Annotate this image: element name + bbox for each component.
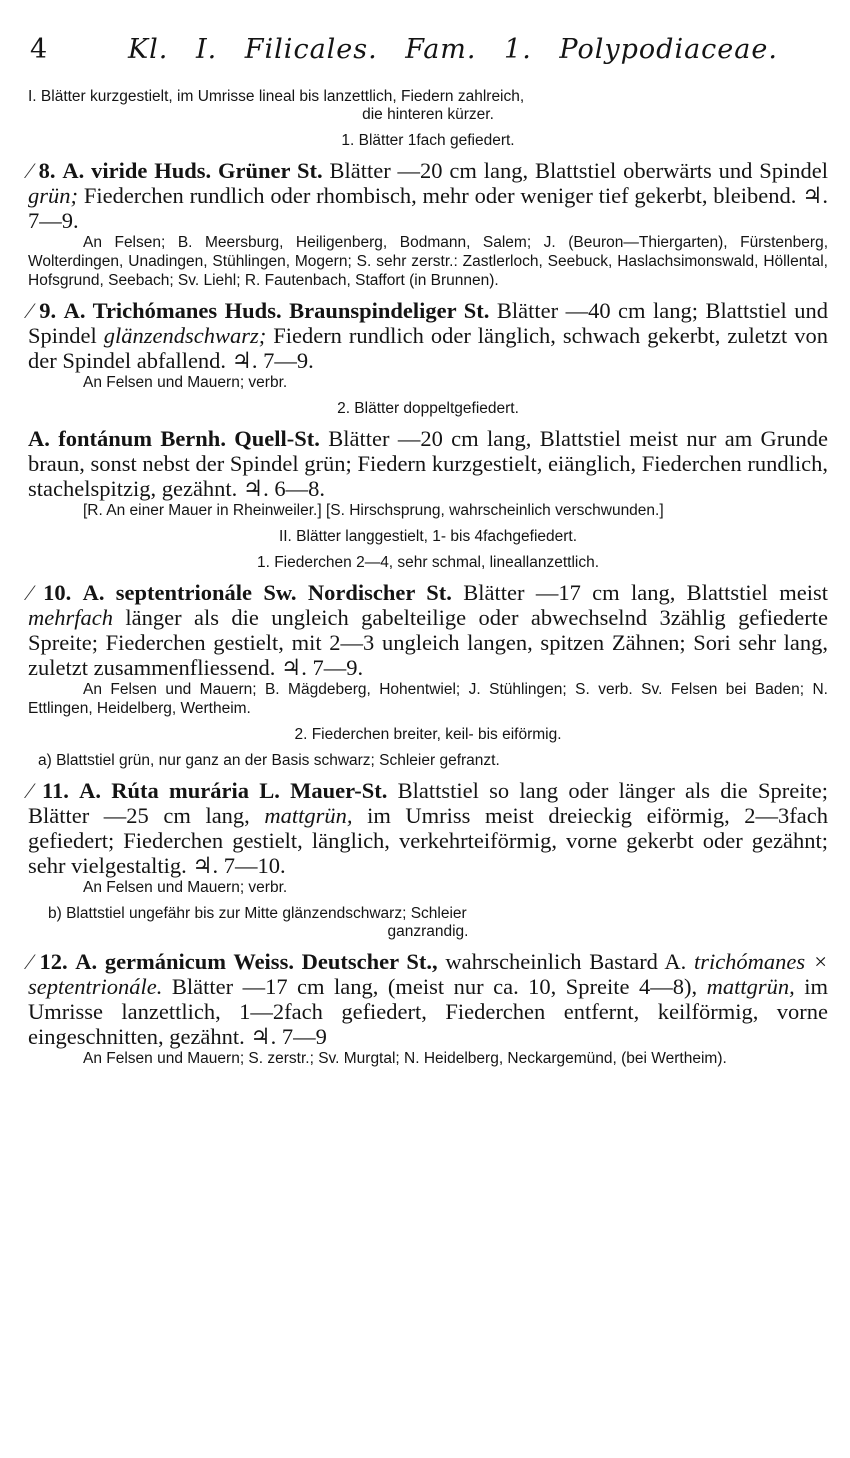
key-a: a) Blattstiel grün, nur ganz an der Basis schwarz; Schleier gefranzt. <box>38 752 500 769</box>
locality-text: An Felsen und Mauern; B. Mägdeberg, Hohentwiel; J. Stühlingen; S. verb. Sv. Felsen bei Baden; N. Ettlingen, Heidelberg, Wertheim. <box>28 681 828 717</box>
key-II: II. Blätter langgestielt, 1- bis 4fachgefiedert. <box>278 528 578 545</box>
page <box>28 28 828 1068</box>
common-name: Mauer-St. <box>290 778 388 803</box>
common-name: Grüner St. <box>218 158 323 183</box>
description-italic: trichómanes × septentrionále. <box>28 949 829 999</box>
locality-text: An Felsen und Mauern; verbr. <box>83 374 288 391</box>
key-II-2: 2. Fiederchen breiter, keil- bis eiförmig. <box>294 726 562 743</box>
description: im Umriss meist dreieckig eiförmig, 2—3fach gefiedert; Fiederchen gestielt, länglich, verkehrteiförmig, vorne gekerbt oder gezähnt; sehr vielgestaltig. ♃. 7—10. <box>28 803 829 878</box>
locality-text: An Felsen und Mauern; S. zerstr.; Sv. Murgtal; N. Heidelberg, Neckargemünd, (bei Wertheim). <box>83 1050 727 1067</box>
check-mark-icon: ⁄ <box>28 158 32 183</box>
species-fontanum-entry <box>28 426 828 501</box>
species-9-entry <box>28 298 828 373</box>
check-mark-icon: ⁄ <box>28 298 32 323</box>
locality-text: An Felsen; B. Meersburg, Heiligenberg, Bodmann, Salem; J. (Beuron—Thiergarten), Fürstenberg, Wolterdingen, Unadingen, Stühlingen, Mogern; S. sehr zerstr.: Zastlerloch, Seebuck, Haslachsimonswald, Höllental, Hofsgrund, Seebach; Sv. Liehl; R. Fautenbach, Staffort (in Brunnen). <box>28 234 828 289</box>
key-II-1: 1. Fiederchen 2—4, sehr schmal, lineallanzettlich. <box>256 554 600 571</box>
species-12-entry <box>28 949 828 1049</box>
description: wahrscheinlich Bastard A. <box>445 949 687 974</box>
description: Blätter —17 cm lang, (meist nur ca. 10, Spreite 4—8), <box>171 974 698 999</box>
species-10-localities <box>28 680 828 718</box>
species-fontanum-localities <box>28 501 828 520</box>
common-name: Braunspindeliger St. <box>289 298 490 323</box>
description: Blätter —40 cm lang; Blattstiel und Spindel <box>28 298 829 348</box>
description: Blätter —17 cm lang, Blattstiel meist <box>463 580 829 605</box>
species-name: A. fontánum Bernh. <box>28 426 226 451</box>
description-italic: glänzendschwarz; <box>103 323 267 348</box>
description: im Umrisse lanzettlich, 1—2fach gefiedert, Fiederchen entfernt, keilförmig, vorne eingeschnitten, gezähnt. ♃. 7—9 <box>28 974 829 1049</box>
species-number: 12. <box>39 949 68 974</box>
description: Blattstiel so lang oder länger als die Spreite; Blätter —25 cm lang, <box>28 778 829 828</box>
locality-text: An Felsen und Mauern; verbr. <box>83 879 288 896</box>
species-11-entry <box>28 778 828 878</box>
key-I-2: 2. Blätter doppeltgefiedert. <box>337 400 519 417</box>
page-number: 4 <box>30 34 48 65</box>
species-number: 10. <box>43 580 72 605</box>
species-11-localities <box>28 878 828 897</box>
description: länger als die ungleich gabelteilige oder abwechselnd 3zählig gefiederte Spreite; Fiederchen gestielt, mit 2—3 ungleich langen, spitzen Zähnen; Sori sehr lang, zuletzt zusammenfliessend. ♃. 7—9. <box>28 605 829 680</box>
description-italic: mehrfach <box>28 605 113 630</box>
running-title: Kl. I. Filicales. Fam. 1. Polypodiaceae. <box>128 34 778 65</box>
key-I-1: 1. Blätter 1fach gefiedert. <box>341 132 515 149</box>
description-italic: mattgrün, <box>706 974 795 999</box>
species-number: 11. <box>42 778 69 803</box>
common-name: Quell-St. <box>234 426 320 451</box>
key-I-line1: I. Blätter kurzgestielt, im Umrisse lineal bis lanzettlich, Fiedern zahlreich, <box>28 88 525 105</box>
species-number: 9. <box>39 298 57 323</box>
key-b-line2: ganzrandig. <box>387 923 469 940</box>
species-9-localities <box>28 373 828 392</box>
check-mark-icon: ⁄ <box>28 949 32 974</box>
key-I-line2: die hinteren kürzer. <box>362 106 494 123</box>
species-name: A. germánicum Weiss. <box>75 949 294 974</box>
description: Blätter —20 cm lang, Blattstiel oberwärts und Spindel <box>329 158 829 183</box>
species-name: A. Rúta murária L. <box>79 778 280 803</box>
description-italic: grün; <box>28 183 78 208</box>
species-number: 8. <box>38 158 56 183</box>
description: Fiederchen rundlich oder rhombisch, mehr oder weniger tief gekerbt, bleibend. ♃. 7—9. <box>28 183 828 233</box>
common-name: Nordischer St. <box>307 580 452 605</box>
common-name: Deutscher St., <box>301 949 438 974</box>
species-name: A. viride Huds. <box>62 158 212 183</box>
description: Blätter —20 cm lang, Blattstiel meist nur am Grunde braun, sonst nebst der Spindel grün; Fiedern kurzgestielt, eiänglich, Fiederchen rundlich, stachelspitzig, gezähnt. ♃. 6—8. <box>28 426 829 501</box>
species-10-entry <box>28 580 828 680</box>
species-12-localities <box>28 1049 828 1068</box>
species-8-entry <box>28 158 828 233</box>
check-mark-icon: ⁄ <box>28 778 32 803</box>
locality-text: [R. An einer Mauer in Rheinweiler.] [S. Hirschsprung, wahrscheinlich verschwunden.] <box>83 502 664 519</box>
species-name: A. Trichómanes Huds. <box>63 298 282 323</box>
species-8-localities <box>28 233 828 290</box>
page-header <box>28 28 828 76</box>
species-name: A. septentrionále Sw. <box>82 580 297 605</box>
description-italic: mattgrün, <box>264 803 353 828</box>
description: Fiedern rundlich oder länglich, schwach gekerbt, zuletzt von der Spindel abfallend. ♃. 7—9. <box>28 323 828 373</box>
key-b-line1: b) Blattstiel ungefähr bis zur Mitte glänzendschwarz; Schleier <box>48 905 467 922</box>
check-mark-icon: ⁄ <box>28 580 32 605</box>
